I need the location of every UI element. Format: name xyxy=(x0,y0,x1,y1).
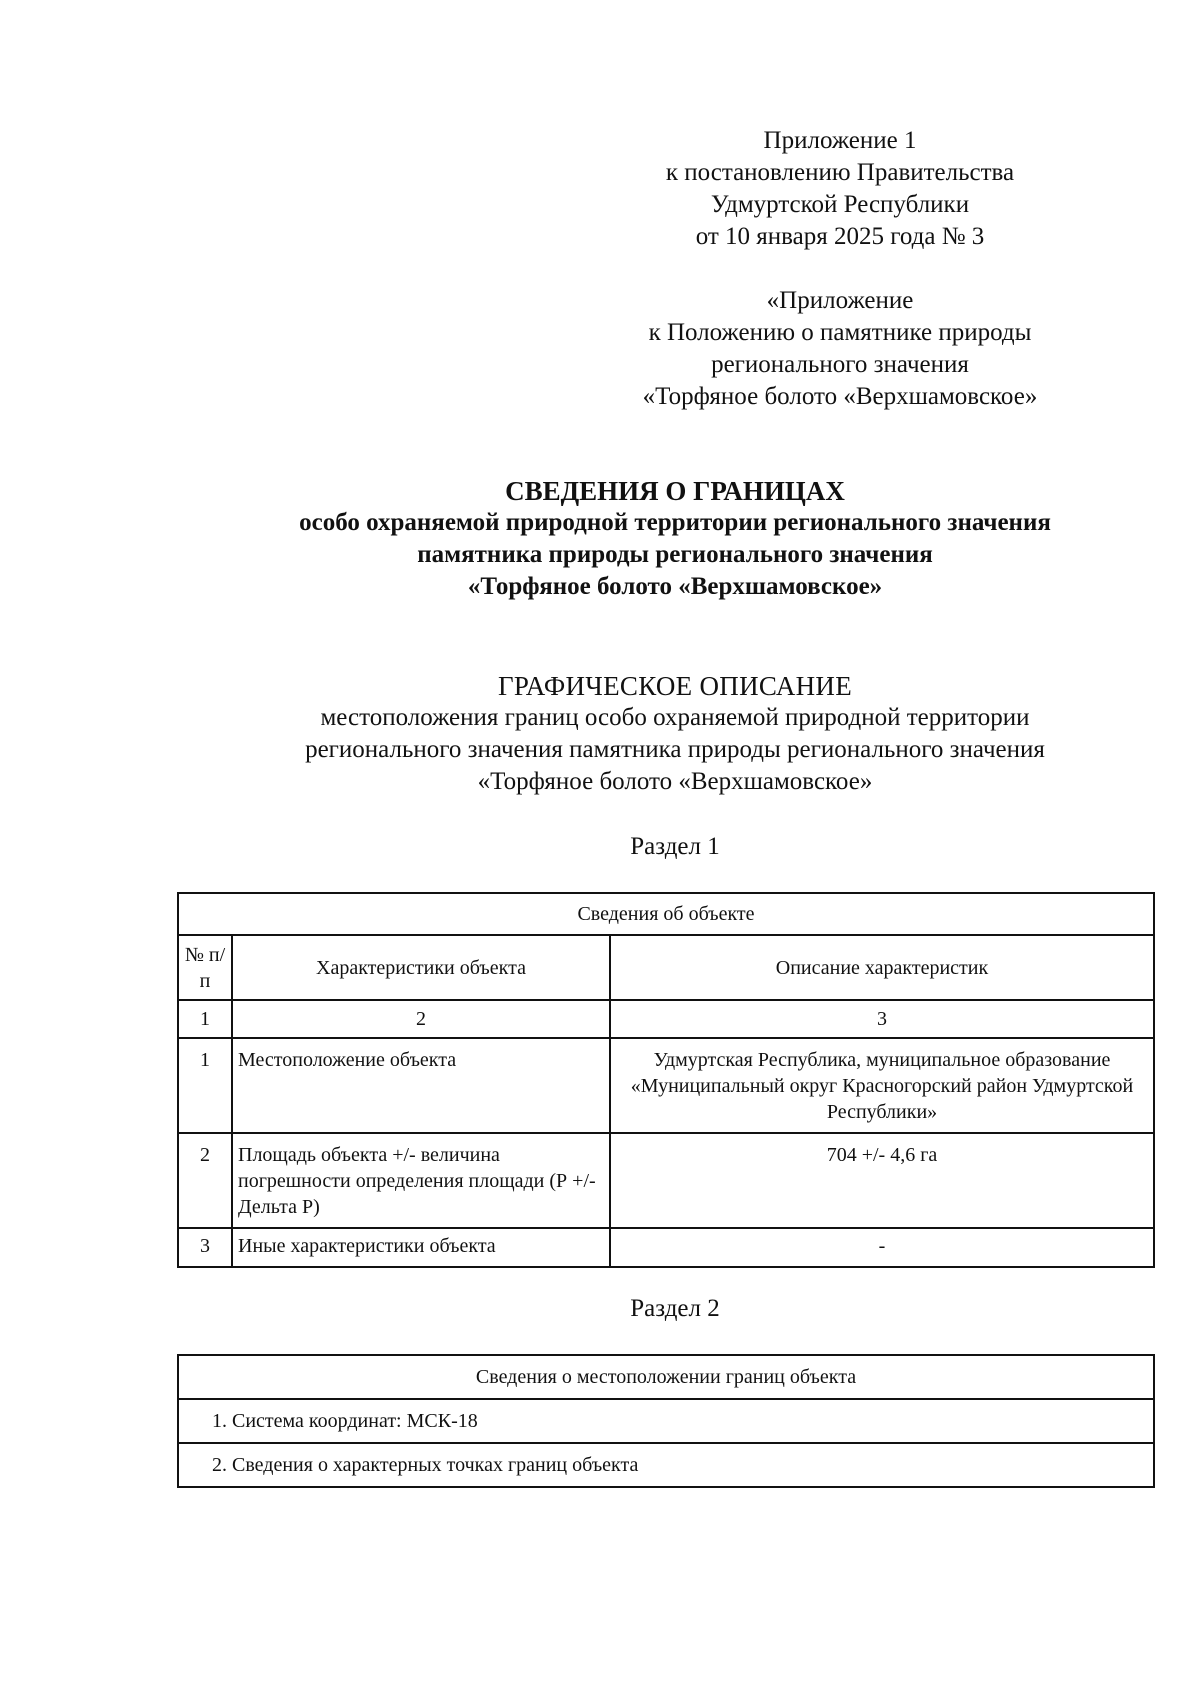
row-description: Удмуртская Республика, муниципальное образование «Муниципальный округ Красногорский район Удмуртской Республики» xyxy=(610,1038,1154,1133)
appendix-1-line: Удмуртской Республики xyxy=(710,191,970,218)
appendix-2-line: к Положению о памятнике природы xyxy=(648,319,1032,346)
graphic-line: «Торфяное болото «Верхшамовское» xyxy=(477,768,873,795)
object-info-table xyxy=(177,892,1155,1268)
table-row xyxy=(178,1133,1154,1228)
table-caption: Сведения о местоположении границ объекта xyxy=(178,1355,1154,1399)
row-description: - xyxy=(610,1228,1154,1267)
appendix-2-header xyxy=(600,285,1080,413)
title-line: памятника природы регионального значения xyxy=(417,541,933,568)
table-row xyxy=(178,1228,1154,1267)
list-item: 1. Система координат: МСК-18 xyxy=(178,1399,1154,1443)
section-1-title: Раздел 1 xyxy=(630,833,720,860)
appendix-2-line: регионального значения xyxy=(711,351,969,378)
title-line: «Торфяное болото «Верхшамовское» xyxy=(467,573,883,600)
table-caption: Сведения об объекте xyxy=(178,893,1154,935)
appendix-2-line: «Торфяное болото «Верхшамовское» xyxy=(642,383,1038,410)
header-number: № п/п xyxy=(178,935,232,1000)
graphic-line: местоположения границ особо охраняемой природной территории xyxy=(320,704,1030,731)
row-characteristic: Местоположение объекта xyxy=(232,1038,610,1133)
appendix-1-line: Приложение 1 xyxy=(763,127,917,154)
header-characteristic: Характеристики объекта xyxy=(232,935,610,1000)
row-characteristic: Иные характеристики объекта xyxy=(232,1228,610,1267)
table-row xyxy=(178,1038,1154,1133)
column-number: 3 xyxy=(610,1000,1154,1038)
appendix-1-line: от 10 января 2025 года № 3 xyxy=(695,223,985,250)
column-number: 2 xyxy=(232,1000,610,1038)
document-title xyxy=(160,475,1190,603)
title-line: особо охраняемой природной территории регионального значения xyxy=(299,509,1051,536)
row-description: 704 +/- 4,6 га xyxy=(610,1133,1154,1228)
graphic-line: регионального значения памятника природы регионального значения xyxy=(305,736,1045,763)
row-characteristic: Площадь объекта +/- величина погрешности определения площади (Р +/- Дельта Р) xyxy=(232,1133,610,1228)
boundary-info-table xyxy=(177,1354,1155,1488)
graphic-description-heading xyxy=(160,670,1190,798)
row-number: 3 xyxy=(178,1228,232,1267)
graphic-line: ГРАФИЧЕСКОЕ ОПИСАНИЕ xyxy=(497,671,853,701)
title-line: СВЕДЕНИЯ О ГРАНИЦАХ xyxy=(505,476,845,506)
appendix-1-header xyxy=(600,125,1080,253)
column-number: 1 xyxy=(178,1000,232,1038)
row-number: 2 xyxy=(178,1133,232,1228)
appendix-1-line: к постановлению Правительства xyxy=(665,159,1015,186)
section-2-title: Раздел 2 xyxy=(630,1295,720,1322)
row-number: 1 xyxy=(178,1038,232,1133)
appendix-2-line: «Приложение xyxy=(766,287,914,314)
header-description: Описание характеристик xyxy=(610,935,1154,1000)
list-item: 2. Сведения о характерных точках границ объекта xyxy=(178,1443,1154,1487)
